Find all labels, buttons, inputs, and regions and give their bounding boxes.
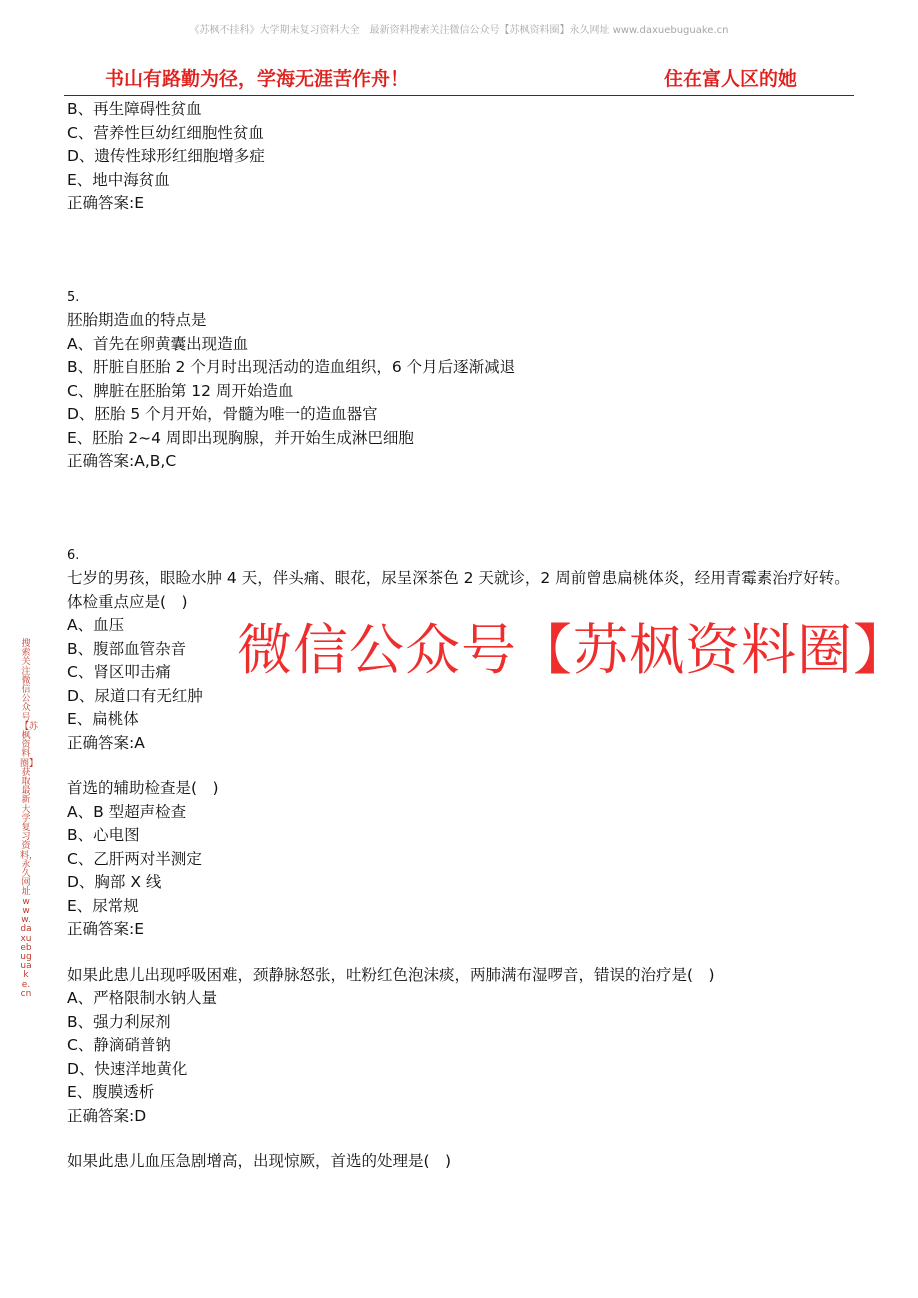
option: B、再生障碍性贫血 <box>67 100 202 118</box>
option: A、B 型超声检查 <box>67 802 187 821</box>
option: E、地中海贫血 <box>67 170 170 189</box>
question-number: 6. <box>67 547 80 563</box>
header-divider <box>64 95 854 96</box>
option: D、尿道口有无红肿 <box>67 686 203 705</box>
answer: 正确答案:E <box>67 194 145 212</box>
sub-question-stem: 体检重点应是( ) <box>67 592 188 611</box>
option: E、尿常规 <box>67 896 139 915</box>
option: A、首先在卵黄囊出现造血 <box>67 334 249 353</box>
question-number: 5. <box>67 289 80 305</box>
sub-question-stem: 首选的辅助检查是( ) <box>67 779 219 797</box>
watermark-overlay: 微信公众号【苏枫资料圈】 <box>237 618 910 682</box>
option: C、肾区叩击痛 <box>67 663 171 681</box>
option: E、腹膜透析 <box>67 1083 155 1101</box>
header-motto: 书山有路勤为径，学海无涯苦作舟！ <box>105 68 410 90</box>
sub-question-stem: 如果此患儿出现呼吸困难，颈静脉怒张，吐粉红色泡沫痰，两肺满布湿啰音，错误的治疗是( ) <box>67 965 715 984</box>
question-4-tail <box>67 98 857 216</box>
option: C、乙肝两对半测定 <box>67 849 202 868</box>
option: D、胚胎 5 个月开始，骨髓为唯一的造血器官 <box>67 405 378 423</box>
option: C、静滴硝普钠 <box>67 1036 171 1054</box>
option: B、腹部血管杂音 <box>67 639 187 658</box>
option: D、胸部 X 线 <box>67 873 162 891</box>
answer: 正确答案:D <box>67 1106 147 1125</box>
option: D、快速洋地黄化 <box>67 1059 188 1078</box>
header-author: 住在富人区的她 <box>664 68 798 90</box>
option: E、胚胎 2~4 周即出现胸腺，并开始生成淋巴细胞 <box>67 428 414 447</box>
option: D、遗传性球形红细胞增多症 <box>67 147 265 165</box>
option: A、血压 <box>67 616 125 634</box>
answer: 正确答案:E <box>67 920 145 938</box>
option: E、扁桃体 <box>67 710 139 728</box>
option: B、肝脏自胚胎 2 个月时出现活动的造血组织，6 个月后逐渐减退 <box>67 358 516 376</box>
side-watermark-text: 搜索关注微信公众号【苏枫资料圈】获取最新大学复习资料，永久网址 www.daxuebuguake.cn <box>20 639 39 999</box>
sub-question-stem: 如果此患儿血压急剧增高，出现惊厥，首选的处理是( ) <box>67 1152 452 1170</box>
answer: 正确答案:A,B,C <box>67 452 177 470</box>
question-5 <box>67 286 857 474</box>
option: C、营养性巨幼红细胞性贫血 <box>67 123 264 142</box>
answer: 正确答案:A <box>67 733 145 752</box>
question-stem: 胚胎期造血的特点是 <box>67 311 207 329</box>
top-banner: 《苏枫不挂科》大学期末复习资料大全 最新资料搜索关注微信公众号【苏枫资料圈】永久网址 www.daxuebuguake.cn <box>189 25 729 36</box>
option: B、心电图 <box>67 826 140 844</box>
option: C、脾脏在胚胎第 12 周开始造血 <box>67 381 294 400</box>
case-description: 七岁的男孩，眼睑水肿 4 天，伴头痛、眼花，尿呈深茶色 2 天就诊，2 周前曾患扁桃体炎，经用青霉素治疗好转。 <box>67 569 850 587</box>
option: A、严格限制水钠人量 <box>67 989 218 1007</box>
option: B、强力利尿剂 <box>67 1012 171 1031</box>
